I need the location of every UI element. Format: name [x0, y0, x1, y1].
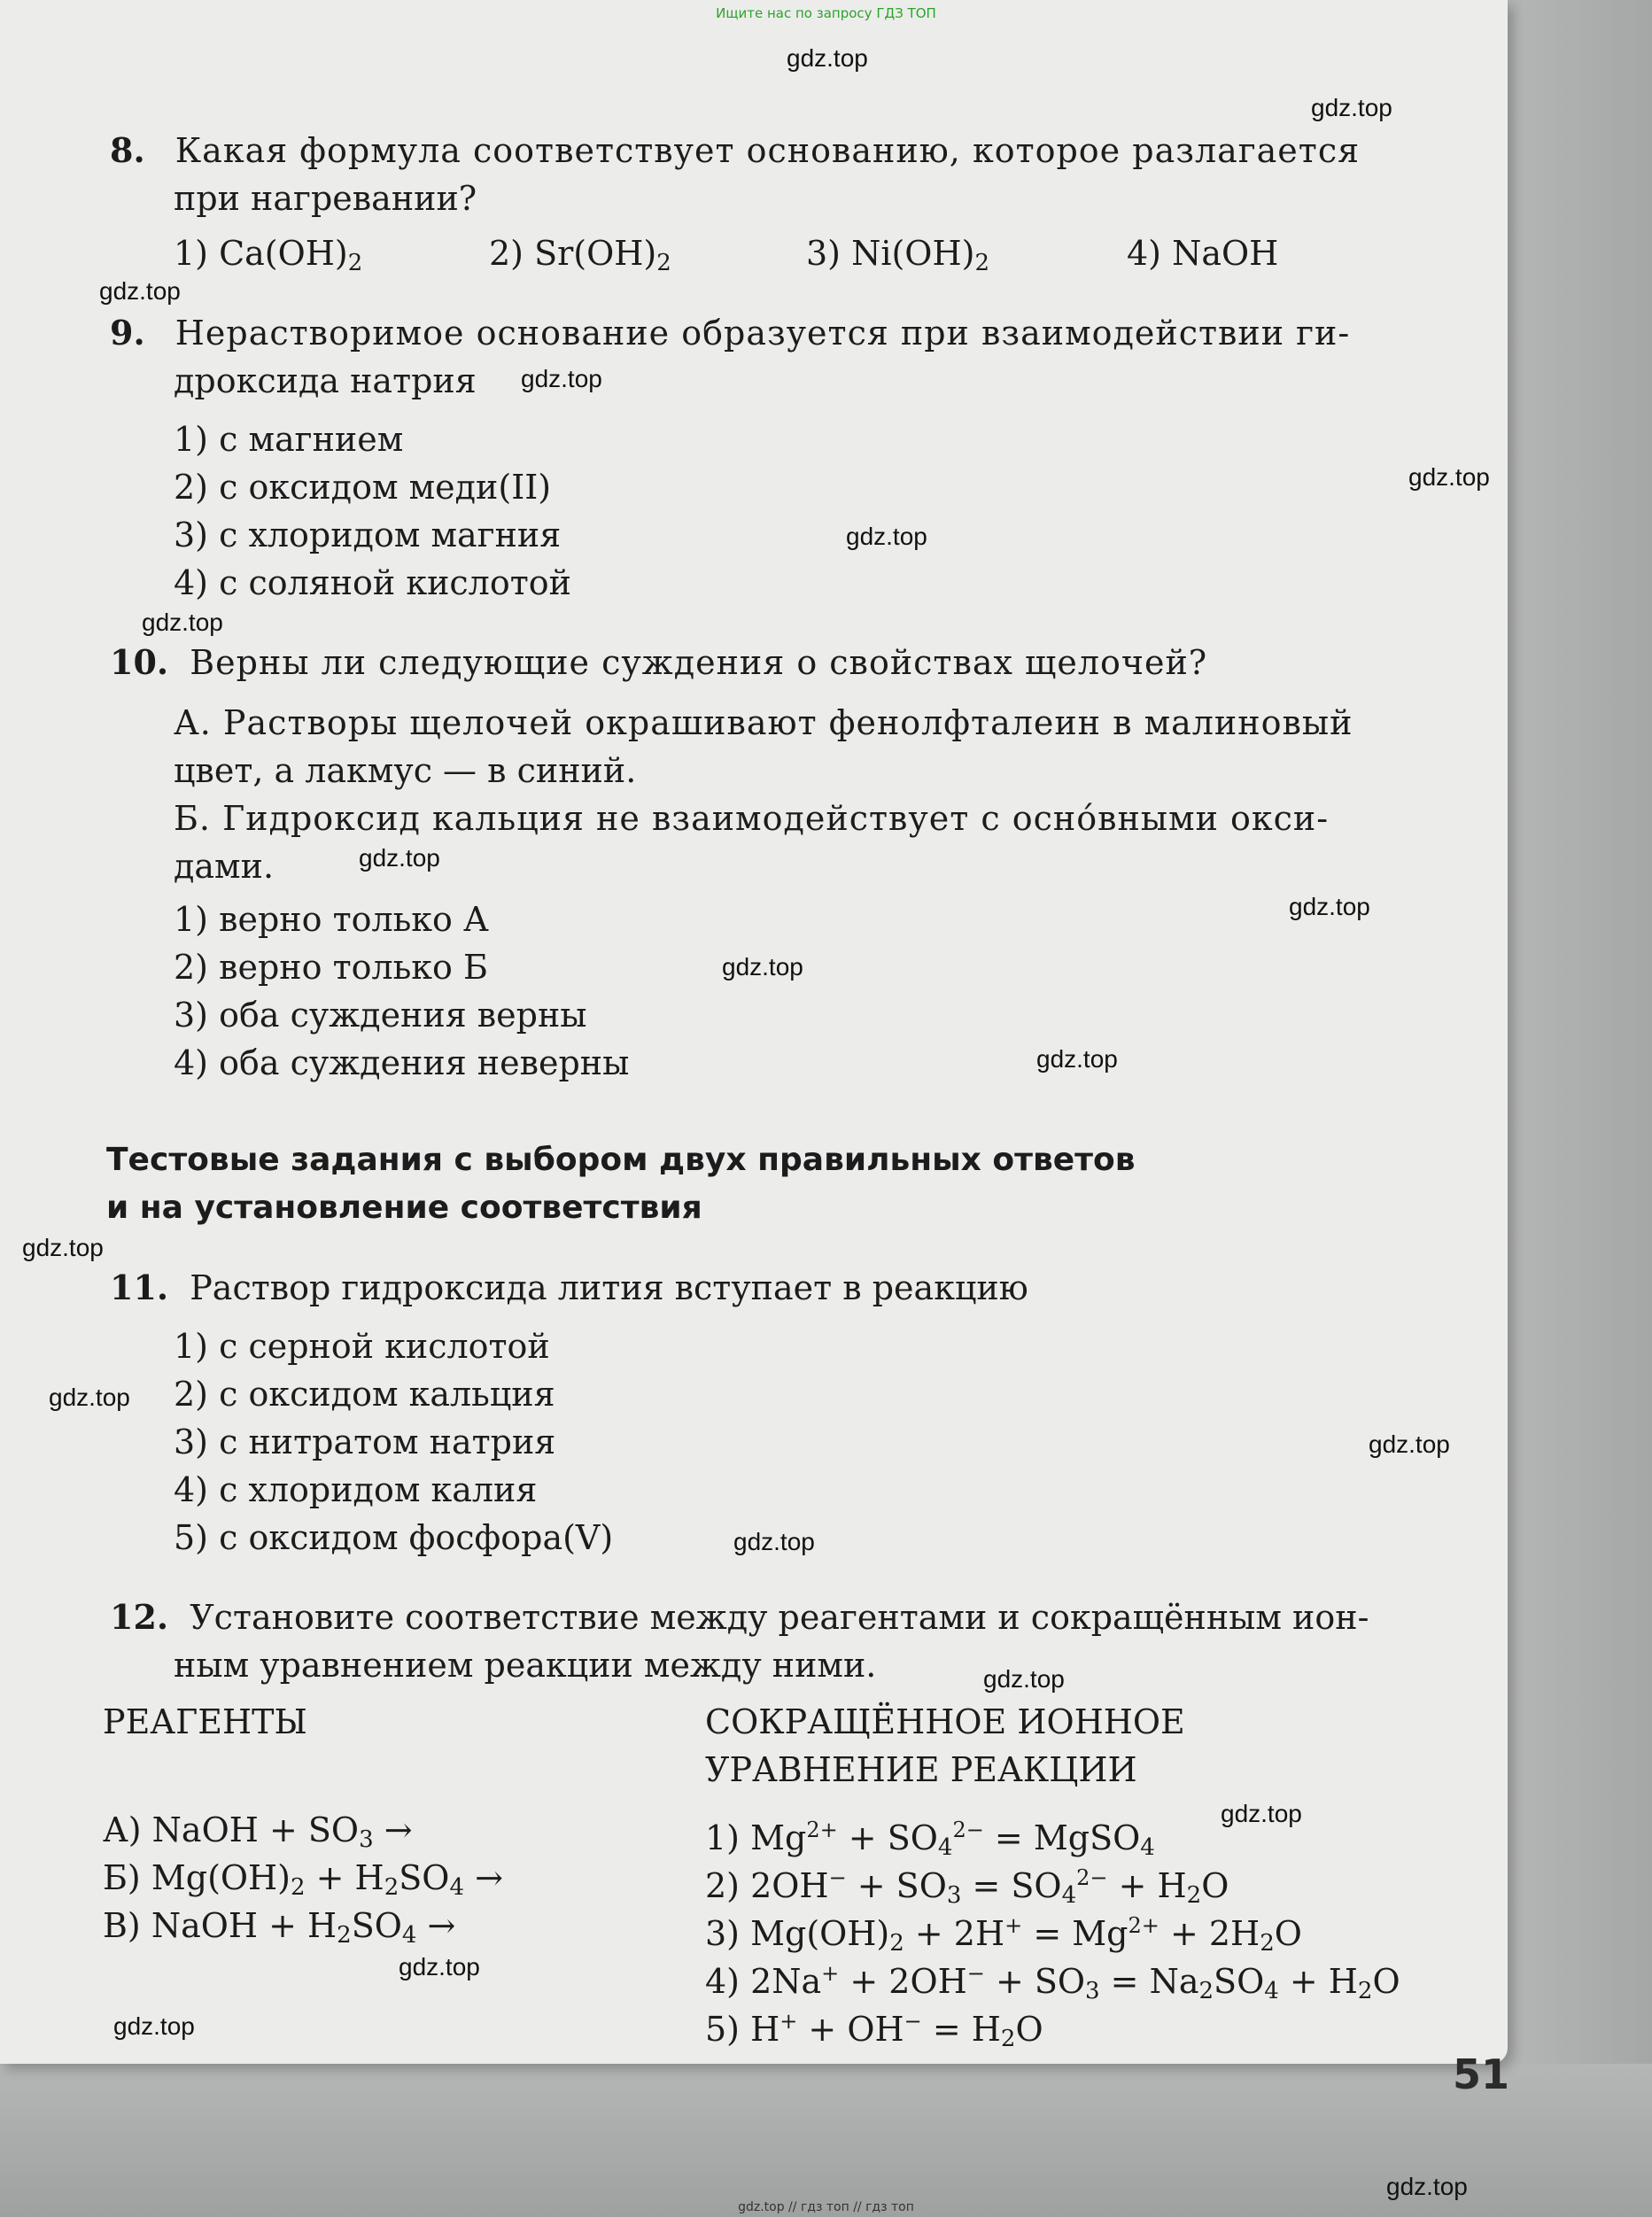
bottom-note: gdz.top // гдз топ // гдз топ — [738, 2200, 914, 2214]
statement-b: Б. Гидроксид кальция не взаимодействует с осно́вными окси- — [174, 799, 1330, 838]
question-number: 12. — [110, 1597, 169, 1637]
watermark: gdz.top — [521, 365, 602, 392]
answer-option: 3) оба суждения верны — [174, 996, 587, 1035]
question-number: 9. — [110, 313, 145, 353]
equation-4: 4) $2Na^+ + 2OH^- + SO_3 = Na_2SO_4 + H_2O$ — [705, 1961, 1400, 2004]
answer-option: 2) верно только Б — [174, 948, 488, 987]
answer-option: 4) оба суждения неверны — [174, 1043, 630, 1082]
answer-option: 3) $Ni(OH)_2$ — [806, 234, 989, 276]
answer-option: 2) $Sr(OH)_2$ — [489, 234, 671, 276]
watermark: gdz.top — [399, 1953, 480, 1981]
watermark: gdz.top — [983, 1665, 1065, 1693]
question-text: Раствор гидроксида лития вступает в реакцию — [190, 1268, 1028, 1307]
watermark: gdz.top — [733, 1528, 815, 1555]
watermark: gdz.top — [1311, 94, 1392, 121]
section-heading-line2: и на установление соответствия — [106, 1190, 702, 1226]
question-12 — [110, 1594, 1369, 1640]
answer-option: 2) с оксидом кальция — [174, 1375, 555, 1414]
question-9-line2: дроксида натрия — [174, 361, 477, 400]
question-9 — [110, 310, 1350, 356]
watermark: gdz.top — [49, 1384, 130, 1411]
section-heading: Тестовые задания с выбором двух правильных ответов — [106, 1142, 1136, 1178]
equation-3: 3) $Mg(OH)_2 + 2H^+ = Mg^{2+} + 2H_2O$ — [705, 1913, 1302, 1957]
answer-option: 1) с магнием — [174, 420, 404, 459]
answer-option: 1) верно только А — [174, 900, 489, 939]
reagent-b: Б) $Mg(OH)_2 + H_2SO_4$ → — [103, 1858, 503, 1901]
column-header-equation-line2: УРАВНЕНИЕ РЕАКЦИИ — [705, 1750, 1137, 1789]
watermark: gdz.top — [1036, 1045, 1118, 1073]
question-10 — [110, 640, 1207, 686]
statement-a-line2: цвет, а лакмус — в синий. — [174, 751, 637, 790]
watermark: gdz.top — [142, 609, 223, 636]
watermark: gdz.top — [1369, 1430, 1450, 1458]
question-8-line2: при нагревании? — [174, 179, 477, 218]
answer-option: 4) с хлоридом калия — [174, 1470, 538, 1509]
watermark: gdz.top — [1386, 2173, 1468, 2200]
equation-5: 5) $H^+ + OH^- = H_2O$ — [705, 2009, 1043, 2052]
answer-option: 4) NaOH — [1127, 234, 1279, 273]
question-number: 10. — [110, 642, 169, 682]
watermark: gdz.top — [113, 2012, 195, 2040]
watermark: gdz.top — [22, 1234, 104, 1261]
watermark: gdz.top — [1289, 893, 1370, 920]
answer-option: 1) $Ca(OH)_2$ — [174, 234, 363, 276]
question-11 — [110, 1265, 1028, 1311]
page-number: 51 — [1453, 2050, 1510, 2098]
question-12-line2: ным уравнением реакции между ними. — [174, 1646, 877, 1685]
top-note: Ищите нас по запросу ГДЗ ТОП — [716, 5, 936, 21]
answer-option: 1) с серной кислотой — [174, 1327, 550, 1366]
column-header-reagents: РЕАГЕНТЫ — [103, 1702, 307, 1741]
question-text: Нерастворимое основание образуется при взаимодействии ги- — [175, 314, 1351, 353]
question-number: 11. — [110, 1267, 169, 1307]
question-number: 8. — [110, 130, 145, 170]
answer-option: 2) с оксидом меди(II) — [174, 468, 552, 507]
question-text: Какая формула соответствует основанию, которое разлагается — [175, 131, 1361, 170]
reagent-a: А) NaOH + $SO_3$ → — [103, 1810, 413, 1853]
column-header-equation: СОКРАЩЁННОЕ ИОННОЕ — [705, 1702, 1185, 1741]
watermark: gdz.top — [787, 44, 868, 72]
statement-b-line2: дами. — [174, 847, 275, 886]
reagent-v: В) NaOH + $H_2SO_4$ → — [103, 1906, 456, 1949]
answer-option: 3) с нитратом натрия — [174, 1422, 556, 1461]
watermark: gdz.top — [1221, 1800, 1302, 1827]
answer-option: 3) с хлоридом магния — [174, 515, 562, 554]
watermark: gdz.top — [359, 844, 440, 872]
watermark: gdz.top — [722, 953, 803, 981]
answer-option: 4) с соляной кислотой — [174, 563, 571, 602]
question-text: Установите соответствие между реагентами и сокращённым ион- — [190, 1598, 1369, 1637]
statement-a: А. Растворы щелочей окрашивают фенолфталеин в малиновый — [174, 703, 1353, 742]
equation-2: 2) $2OH^- + SO_3 = SO_4^{2-} + H_2O$ — [705, 1865, 1229, 1909]
answer-option: 5) с оксидом фосфора(V) — [174, 1518, 614, 1557]
question-8 — [110, 128, 1360, 174]
watermark: gdz.top — [99, 277, 181, 305]
question-text: Верны ли следующие суждения о свойствах щелочей? — [190, 643, 1208, 682]
watermark: gdz.top — [846, 523, 927, 550]
equation-1: 1) $Mg^{2+} + SO_4^{2-}$ = MgSO$_4$ — [705, 1818, 1155, 1861]
watermark: gdz.top — [1408, 463, 1490, 491]
